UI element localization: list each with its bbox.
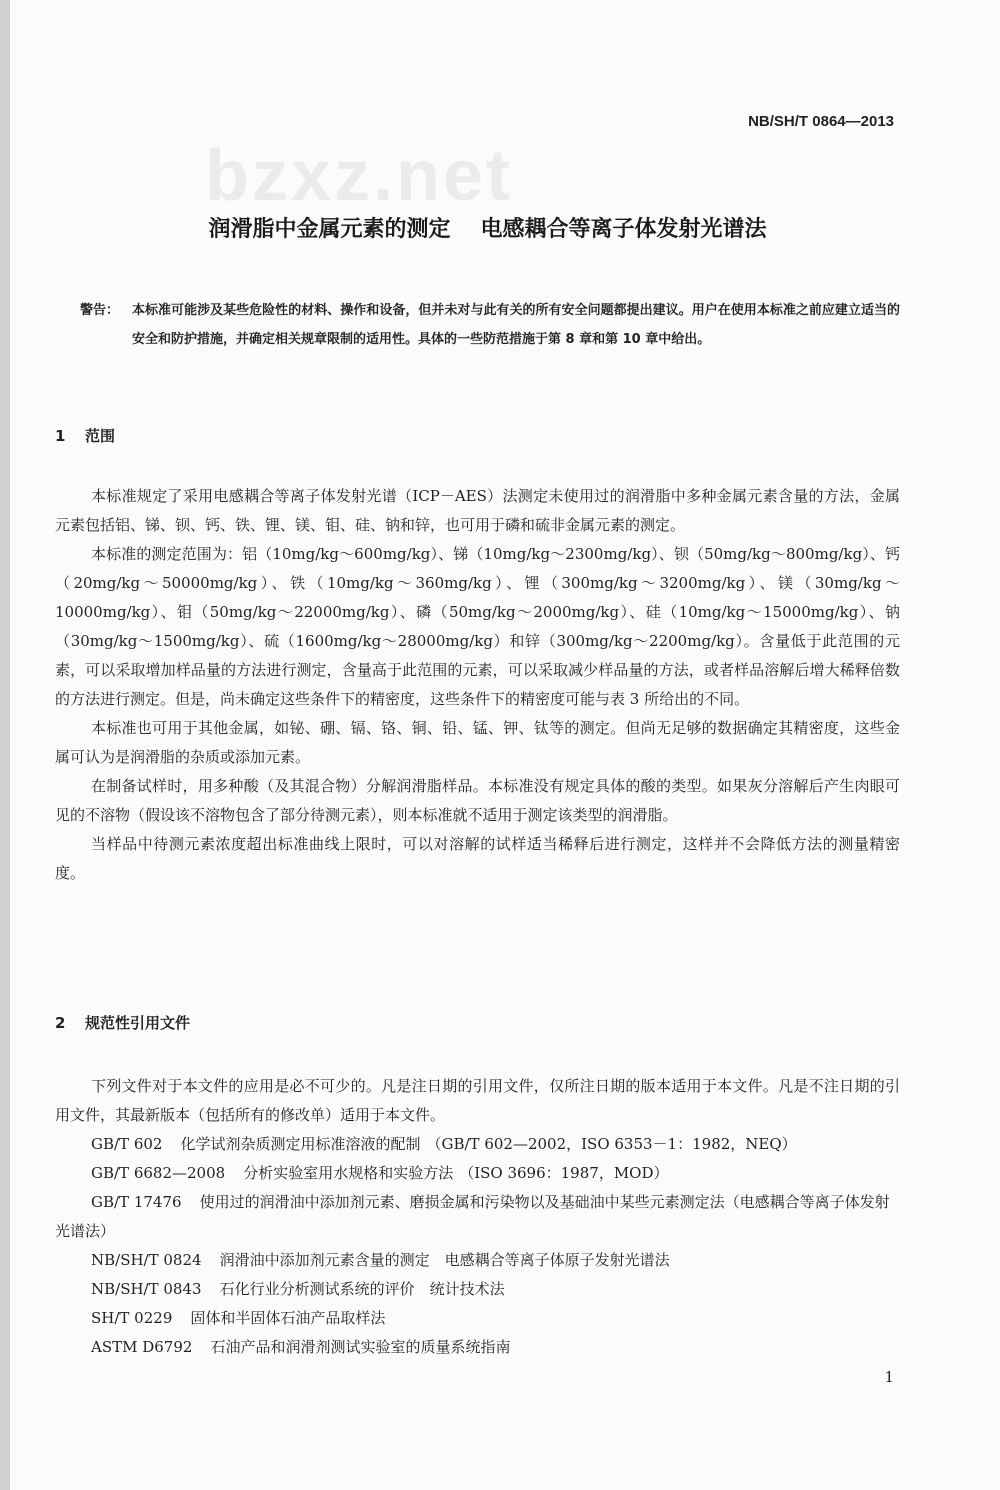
reference-code: ASTM D6792 <box>91 1338 193 1356</box>
reference-title: 固体和半固体石油产品取样法 <box>190 1309 386 1327</box>
section-2-title: 规范性引用文件 <box>85 1014 191 1032</box>
section-1-heading <box>55 425 115 446</box>
section-2-body <box>55 1072 900 1362</box>
title-part-1: 润滑脂中金属元素的测定 <box>208 217 451 242</box>
section-1-number: 1 <box>55 427 66 445</box>
section-2-number: 2 <box>55 1014 66 1032</box>
reference-item <box>55 1188 900 1246</box>
reference-item <box>55 1304 900 1333</box>
watermark: bzxz.net <box>205 136 514 216</box>
reference-note: （ISO 3696：1987，MOD） <box>459 1164 669 1182</box>
title-part-2: 电感耦合等离子体发射光谱法 <box>480 217 767 242</box>
scope-paragraph: 本标准规定了采用电感耦合等离子体发射光谱（ICP－AES）法测定未使用过的润滑脂中多种金属元素含量的方法，金属元素包括铝、锑、钡、钙、铁、锂、镁、钼、硅、钠和锌，也可用于磷和硫非金属元素的测定。 <box>55 487 900 534</box>
page-number: 1 <box>884 1368 894 1386</box>
references-intro: 下列文件对于本文件的应用是必不可少的。凡是注日期的引用文件，仅所注日期的版本适用于本文件。凡是不注日期的引用文件，其最新版本（包括所有的修改单）适用于本文件。 <box>55 1077 900 1124</box>
reference-item <box>55 1159 900 1188</box>
scope-paragraph: 本标准也可用于其他金属，如铋、硼、镉、铬、铜、铅、锰、钾、钛等的测定。但尚无足够的数据确定其精密度，这些金属可认为是润滑脂的杂质或添加元素。 <box>55 719 900 766</box>
warning-text: 本标准可能涉及某些危险性的材料、操作和设备，但并未对与此有关的所有安全问题都提出建议。用户在使用本标准之前应建立适当的安全和防护措施，并确定相关规章限制的适用性。具体的一些防范措施于第 8 章和第 10 章中给出。 <box>132 303 900 347</box>
scope-paragraph: 在制备试样时，用多种酸（及其混合物）分解润滑脂样品。本标准没有规定具体的酸的类型。如果灰分溶解后产生肉眼可见的不溶物（假设该不溶物包含了部分待测元素），则本标准就不适用于测定该类型的润滑脂。 <box>55 777 900 824</box>
reference-code: NB/SH/T 0843 <box>91 1280 202 1298</box>
scope-paragraph: 当样品中待测元素浓度超出标准曲线上限时，可以对溶解的试样适当稀释后进行测定，这样并不会降低方法的测量精密度。 <box>55 835 900 882</box>
reference-code: NB/SH/T 0824 <box>91 1251 202 1269</box>
reference-item <box>55 1246 900 1275</box>
section-2-heading <box>55 1012 190 1033</box>
reference-item <box>55 1275 900 1304</box>
reference-note: （GB/T 602—2002，ISO 6353－1：1982，NEQ） <box>426 1135 797 1153</box>
reference-item <box>55 1333 900 1362</box>
reference-code: GB/T 602 <box>91 1135 163 1153</box>
reference-code: SH/T 0229 <box>91 1309 173 1327</box>
document-title <box>0 212 975 243</box>
section-1-body <box>55 482 900 888</box>
reference-title: 石化行业分析测试系统的评价 统计技术法 <box>219 1280 505 1298</box>
warning-block <box>80 296 900 354</box>
reference-code: GB/T 6682—2008 <box>91 1164 226 1182</box>
reference-title: 石油产品和润滑剂测试实验室的质量系统指南 <box>210 1338 511 1356</box>
reference-title: 分析实验室用水规格和实验方法 <box>243 1164 454 1182</box>
standard-code: NB/SH/T 0864—2013 <box>748 113 894 130</box>
reference-item <box>55 1130 900 1159</box>
reference-code: GB/T 17476 <box>91 1193 182 1211</box>
reference-title: 使用过的润滑油中添加剂元素、磨损金属和污染物以及基础油中某些元素测定法（电感耦合等离子体发射光谱法） <box>55 1193 890 1240</box>
reference-title: 润滑油中添加剂元素含量的测定 电感耦合等离子体原子发射光谱法 <box>219 1251 670 1269</box>
warning-label: 警告： <box>80 303 120 318</box>
section-1-title: 范围 <box>85 427 116 445</box>
reference-title: 化学试剂杂质测定用标准溶液的配制 <box>180 1135 421 1153</box>
scope-paragraph: 本标准的测定范围为：铝（10mg/kg～600mg/kg）、锑（10mg/kg～2300mg/kg）、钡（50mg/kg～800mg/kg）、钙（20mg/kg～50000mg/kg）、铁（10mg/kg～360mg/kg）、锂（300mg/kg～3200mg/kg）、镁（30mg/kg～10000mg/kg）、钼（50mg/kg～22000mg/kg）、磷（50mg/kg～2000mg/kg）、硅（10mg/kg～15000mg/kg）、钠（30mg/kg～1500mg/kg）、硫（1600mg/kg～28000mg/kg）和锌（300mg/kg～2200mg/kg）。含量低于此范围的元素，可以采取增加样品量的方法进行测定，含量高于此范围的元素，可以采取减少样品量的方法，或者样品溶解后增大稀释倍数的方法进行测定。但是，尚未确定这些条件下的精密度，这些条件下的精密度可能与表 3 所给出的不同。 <box>55 545 900 708</box>
